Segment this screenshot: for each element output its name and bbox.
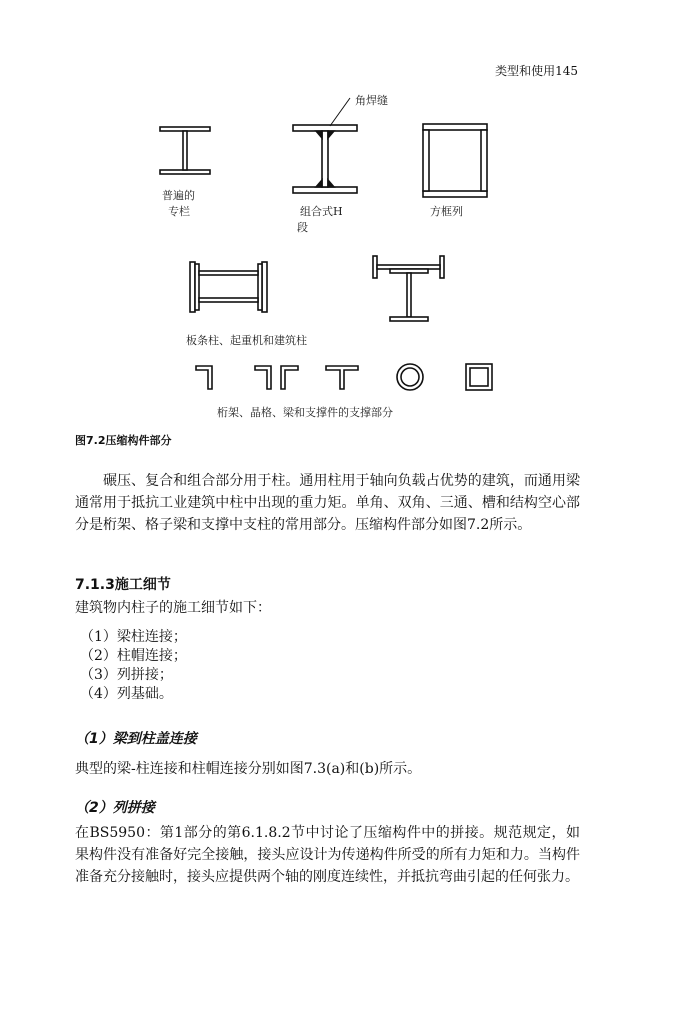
- subheading-column-splice: （2）列拼接: [75, 800, 155, 816]
- list-item: （4）列基础。: [80, 686, 173, 702]
- subheading-beam-column-connection: （1）梁到柱盖连接: [75, 731, 197, 747]
- compression-member-figure: [0, 0, 688, 430]
- crane-column-section: [373, 256, 444, 321]
- paragraph-column-sections: [75, 470, 580, 536]
- running-header: 类型和使用145: [495, 64, 578, 78]
- figure-title: 图7.2压缩构件部分: [75, 434, 172, 447]
- intro-line: 建筑物内柱子的施工细节如下：: [75, 600, 271, 616]
- box-column-caption: 方框列: [430, 205, 463, 218]
- circular-hollow-section: [397, 364, 423, 390]
- built-up-h-caption-line1: 组合式H: [300, 205, 343, 218]
- list-item: （3）列拼接；: [80, 667, 173, 683]
- built-up-h-section: [293, 98, 357, 193]
- list-item: （2）柱帽连接；: [80, 648, 187, 664]
- paragraph-column-splice: 在BS5950：第1部分的第6.1.8.2节中讨论了压缩构件中的拼接。规范规定，如果构件没有准备好完全接触，接头应设计为传递构件所受的所有力矩和力。当构件准备充分接触时，接头应提供两个轴的刚度连续性，并抵抗弯曲引起的任何张力。: [75, 825, 580, 885]
- section-heading: 7.1.3施工细节: [75, 577, 171, 593]
- paragraph-1-text: 碾压、复合和组合部分用于柱。通用柱用于轴向负载占优势的建筑，而通用梁通常用于抵抗工业建筑中柱中出现的重力矩。单角、双角、三通、槽和结构空心部分是桁架、格子梁和支撑中支柱的常用部分。压缩构件部分如图7.2所示。: [75, 473, 580, 533]
- laced-crane-column-caption: 板条柱、起重机和建筑柱: [186, 334, 307, 347]
- double-angle-section: [255, 366, 298, 389]
- fillet-weld-label: 角焊缝: [355, 94, 388, 107]
- laced-column-section: [190, 262, 267, 312]
- list-item: （1）梁柱连接；: [80, 629, 187, 645]
- truss-bracing-caption: 桁架、晶格、梁和支撑件的支撑部分: [217, 406, 393, 419]
- built-up-h-caption-line2: 段: [297, 221, 308, 234]
- box-column-section: [423, 124, 487, 197]
- tee-section: [326, 366, 358, 389]
- universal-column-caption-line2: 专栏: [168, 205, 190, 218]
- construction-details-list: [80, 628, 187, 704]
- universal-column-caption-line1: 普遍的: [162, 189, 195, 202]
- rectangular-hollow-section: [466, 364, 492, 390]
- single-angle-section: [196, 366, 212, 389]
- universal-column-section: [160, 127, 210, 174]
- paragraph-beam-column: 典型的梁-柱连接和柱帽连接分别如图7.3(a)和(b)所示。: [75, 761, 422, 777]
